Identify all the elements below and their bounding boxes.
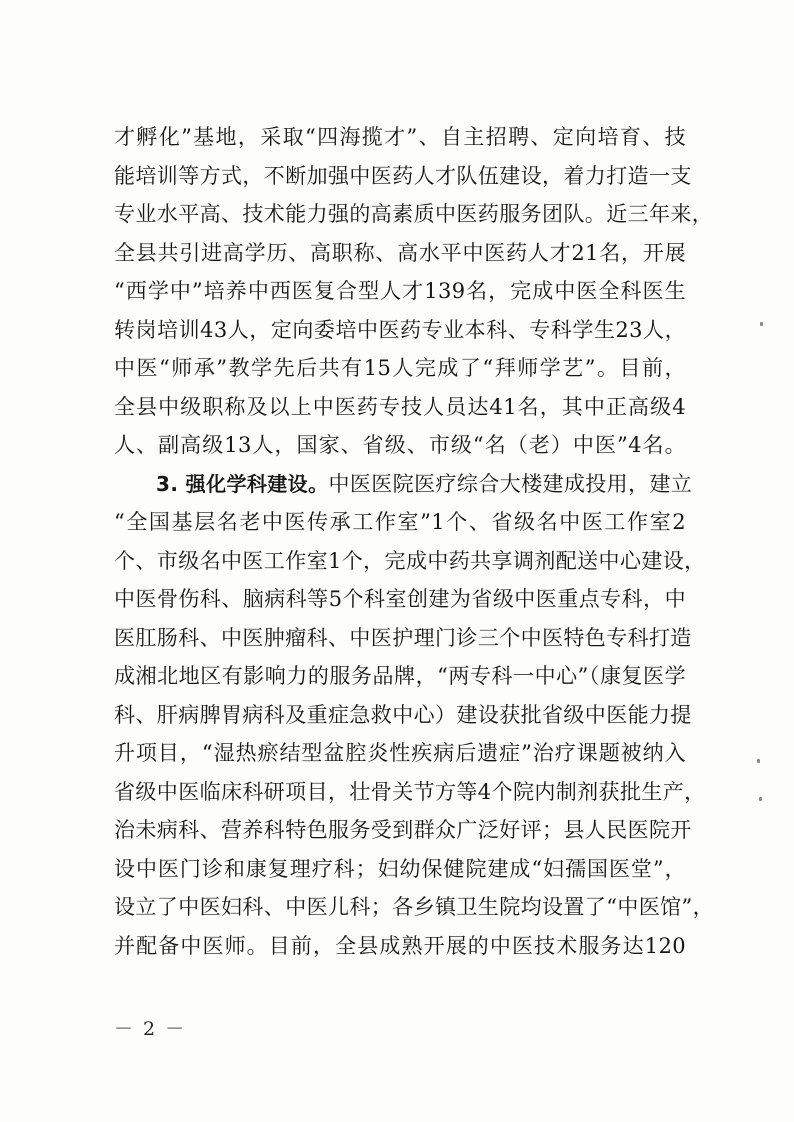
text-line: 个、市级名中医工作室1个，完成中药共享调剂配送中心建设， (114, 548, 706, 573)
text-line: 全县中级职称及以上中医药专技人员达41名，其中正高级4 (114, 394, 686, 419)
text-line: 中医骨伤科、脑病科等5个科室创建为省级中医重点专科，中 (114, 587, 686, 611)
text-line: 科、肝病脾胃病科及重症急救中心）建设获批省级中医能力提 (114, 702, 692, 727)
text-line: 中医医院医疗综合大楼建成投用，建立 (328, 471, 693, 496)
text-line: 成湘北地区有影响力的服务品牌，“两专科一中心”（康复医学 (114, 664, 686, 688)
text-line: 才孵化”基地，采取“四海揽才”、自主招聘、定向培育、技 (114, 125, 686, 149)
body-text (114, 118, 715, 965)
text-line: “西学中”培养中西医复合型人才139名，完成中医全科医生 (114, 279, 686, 303)
scan-speck (759, 797, 762, 801)
scan-speck (760, 322, 763, 326)
text-line: 中医“师承”教学先后共有15人完成了“拜师学艺”。目前， (114, 356, 686, 380)
text-line: 省级中医临床科研项目，壮骨关节方等4个院内制剂获批生产， (114, 779, 706, 804)
scan-speck (757, 759, 760, 763)
text-line: 医肛肠科、中医肿瘤科、中医护理门诊三个中医特色专科打造 (114, 625, 692, 650)
text-line: 设立了中医妇科、中医儿科；各乡镇卫生院均设置了“中医馆”， (114, 895, 715, 919)
text-line: 能培训等方式，不断加强中医药人才队伍建设，着力打造一支 (114, 163, 692, 188)
section-heading: 3. 强化学科建设。 (156, 471, 329, 496)
text-line: 全县共引进高学历、高职称、高水平中医药人才21名，开展 (114, 240, 686, 265)
text-line: “全国基层名老中医传承工作室”1个、省级名中医工作室2 (114, 510, 686, 534)
text-line: 治未病科、营养科特色服务受到群众广泛好评；县人民医院开 (114, 818, 692, 842)
text-line: 转岗培训43人，定向委培中医药专业本科、专科学生23人， (114, 317, 686, 342)
text-line: 人、副高级13人，国家、省级、市级“名（老）中医”4名。 (114, 433, 686, 457)
text-line: 并配备中医师。目前，全县成熟开展的中医技术服务达120 (114, 933, 686, 958)
section-heading-line (114, 465, 693, 504)
text-line: 专业水平高、技术能力强的高素质中医药服务团队。近三年来， (114, 202, 714, 226)
text-line: 升项目，“湿热瘀结型盆腔炎性疾病后遗症”治疗课题被纳入 (114, 741, 686, 765)
text-line: 设中医门诊和康复理疗科；妇幼保健院建成“妇孺国医堂”， (114, 856, 686, 881)
page-number: － 2 － (114, 1018, 187, 1040)
